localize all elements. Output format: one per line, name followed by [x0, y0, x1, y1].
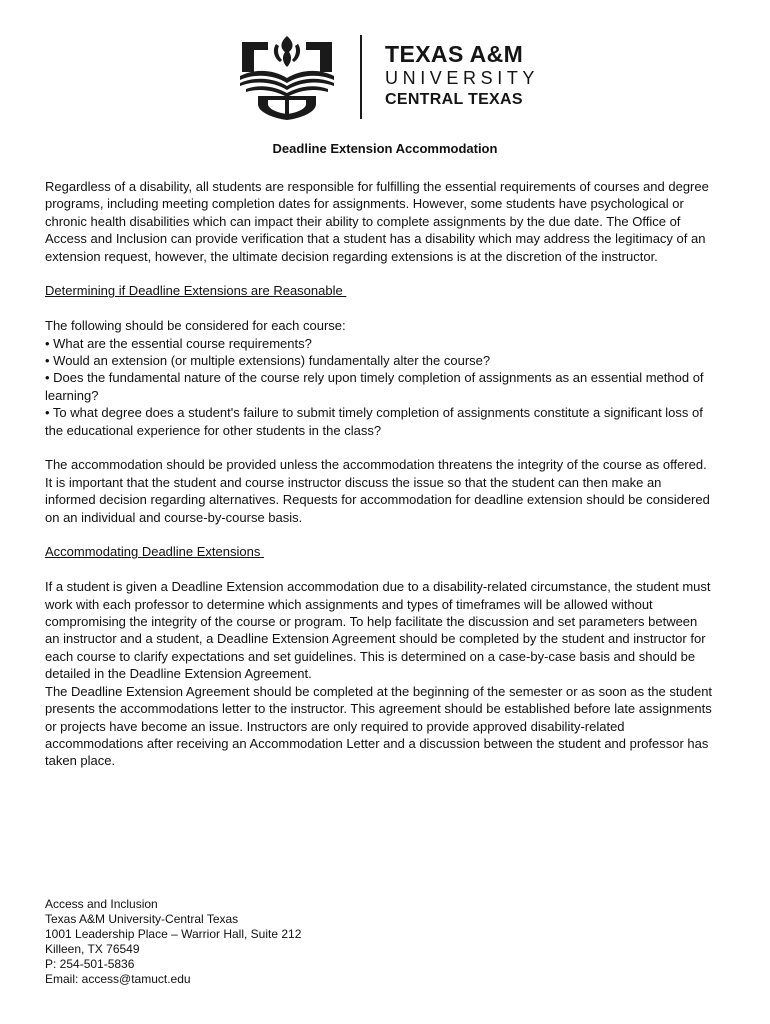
wordmark-line3: CENTRAL TEXAS — [385, 91, 523, 108]
wordmark-line1: TEXAS A&M — [385, 41, 524, 67]
logo-divider — [360, 35, 362, 119]
university-wordmark — [385, 42, 539, 111]
bullet-item: • What are the essential course requirements? — [45, 335, 312, 351]
section1-closing: The accommodation should be provided unless the accommodation threatens the integrity of the course as offered. It is important that the student and course instructor discuss the issue so that the student can then make an informed decision regarding alternatives. Requests for accommodation for deadline extension should be considered on an individual and course-by-course basis. — [45, 457, 710, 525]
section1-heading: Determining if Deadline Extensions are Reasonable — [45, 283, 347, 299]
footer-email[interactable]: Email: access@tamuct.edu — [45, 972, 191, 986]
footer-address: 1001 Leadership Place – Warrior Hall, Suite 212 — [45, 927, 302, 941]
footer-office: Access and Inclusion — [45, 897, 158, 911]
section1-lead: The following should be considered for each course: — [45, 318, 346, 334]
intro-paragraph: Regardless of a disability, all students are responsible for fulfilling the essential requirements of courses and degree programs, including meeting completion dates for assignments. However, some students have psychological or chronic health disabilities which can impact their ability to complete assignments by the due date. The Office of Access and Inclusion can provide verification that a student has a disability which may address the legitimacy of an extension request, however, the ultimate decision regarding extensions is at the discretion of the instructor. — [45, 179, 709, 264]
bullet-item: • To what degree does a student's failure to submit timely completion of assignments constitute a significant loss of the educational experience for other students in the class? — [45, 405, 703, 438]
footer-phone: P: 254-501-5836 — [45, 957, 135, 971]
document-body — [45, 178, 715, 770]
bullet-item: • Does the fundamental nature of the course rely upon timely completion of assignments as an essential method of learning? — [45, 370, 704, 403]
section2-heading: Accommodating Deadline Extensions — [45, 544, 264, 560]
bullet-item: • Would an extension (or multiple extensions) fundamentally alter the course? — [45, 353, 491, 369]
contact-footer — [45, 897, 301, 987]
university-seal-icon — [236, 34, 338, 120]
footer-university: Texas A&M University-Central Texas — [45, 912, 239, 926]
footer-city: Killeen, TX 76549 — [45, 942, 140, 956]
wordmark-line2: UNIVERSITY — [385, 68, 540, 88]
section2-paragraph2: The Deadline Extension Agreement should be completed at the beginning of the semester or as soon as the student presents the accommodations letter to the instructor. This agreement should be established before late assignments or projects have become an issue. Instructors are only required to provide approved disability-related accommodations after receiving an Accommodation Letter and a discussion between the student and professor has taken place. — [45, 683, 713, 769]
document-title: Deadline Extension Accommodation — [272, 141, 498, 156]
section2-paragraph1: If a student is given a Deadline Extension accommodation due to a disability-related circumstance, the student must work with each professor to determine which assignments and types of timeframes will be allowed without compromising the integrity of the course or program. To help facilitate the discussion and set parameters between an instructor and a student, a Deadline Extension Agreement should be completed by the student and instructor for each course to clarify expectations and set guidelines. This is determined on a case-by-case basis and should be detailed in the Deadline Extension Agreement. — [45, 579, 711, 682]
